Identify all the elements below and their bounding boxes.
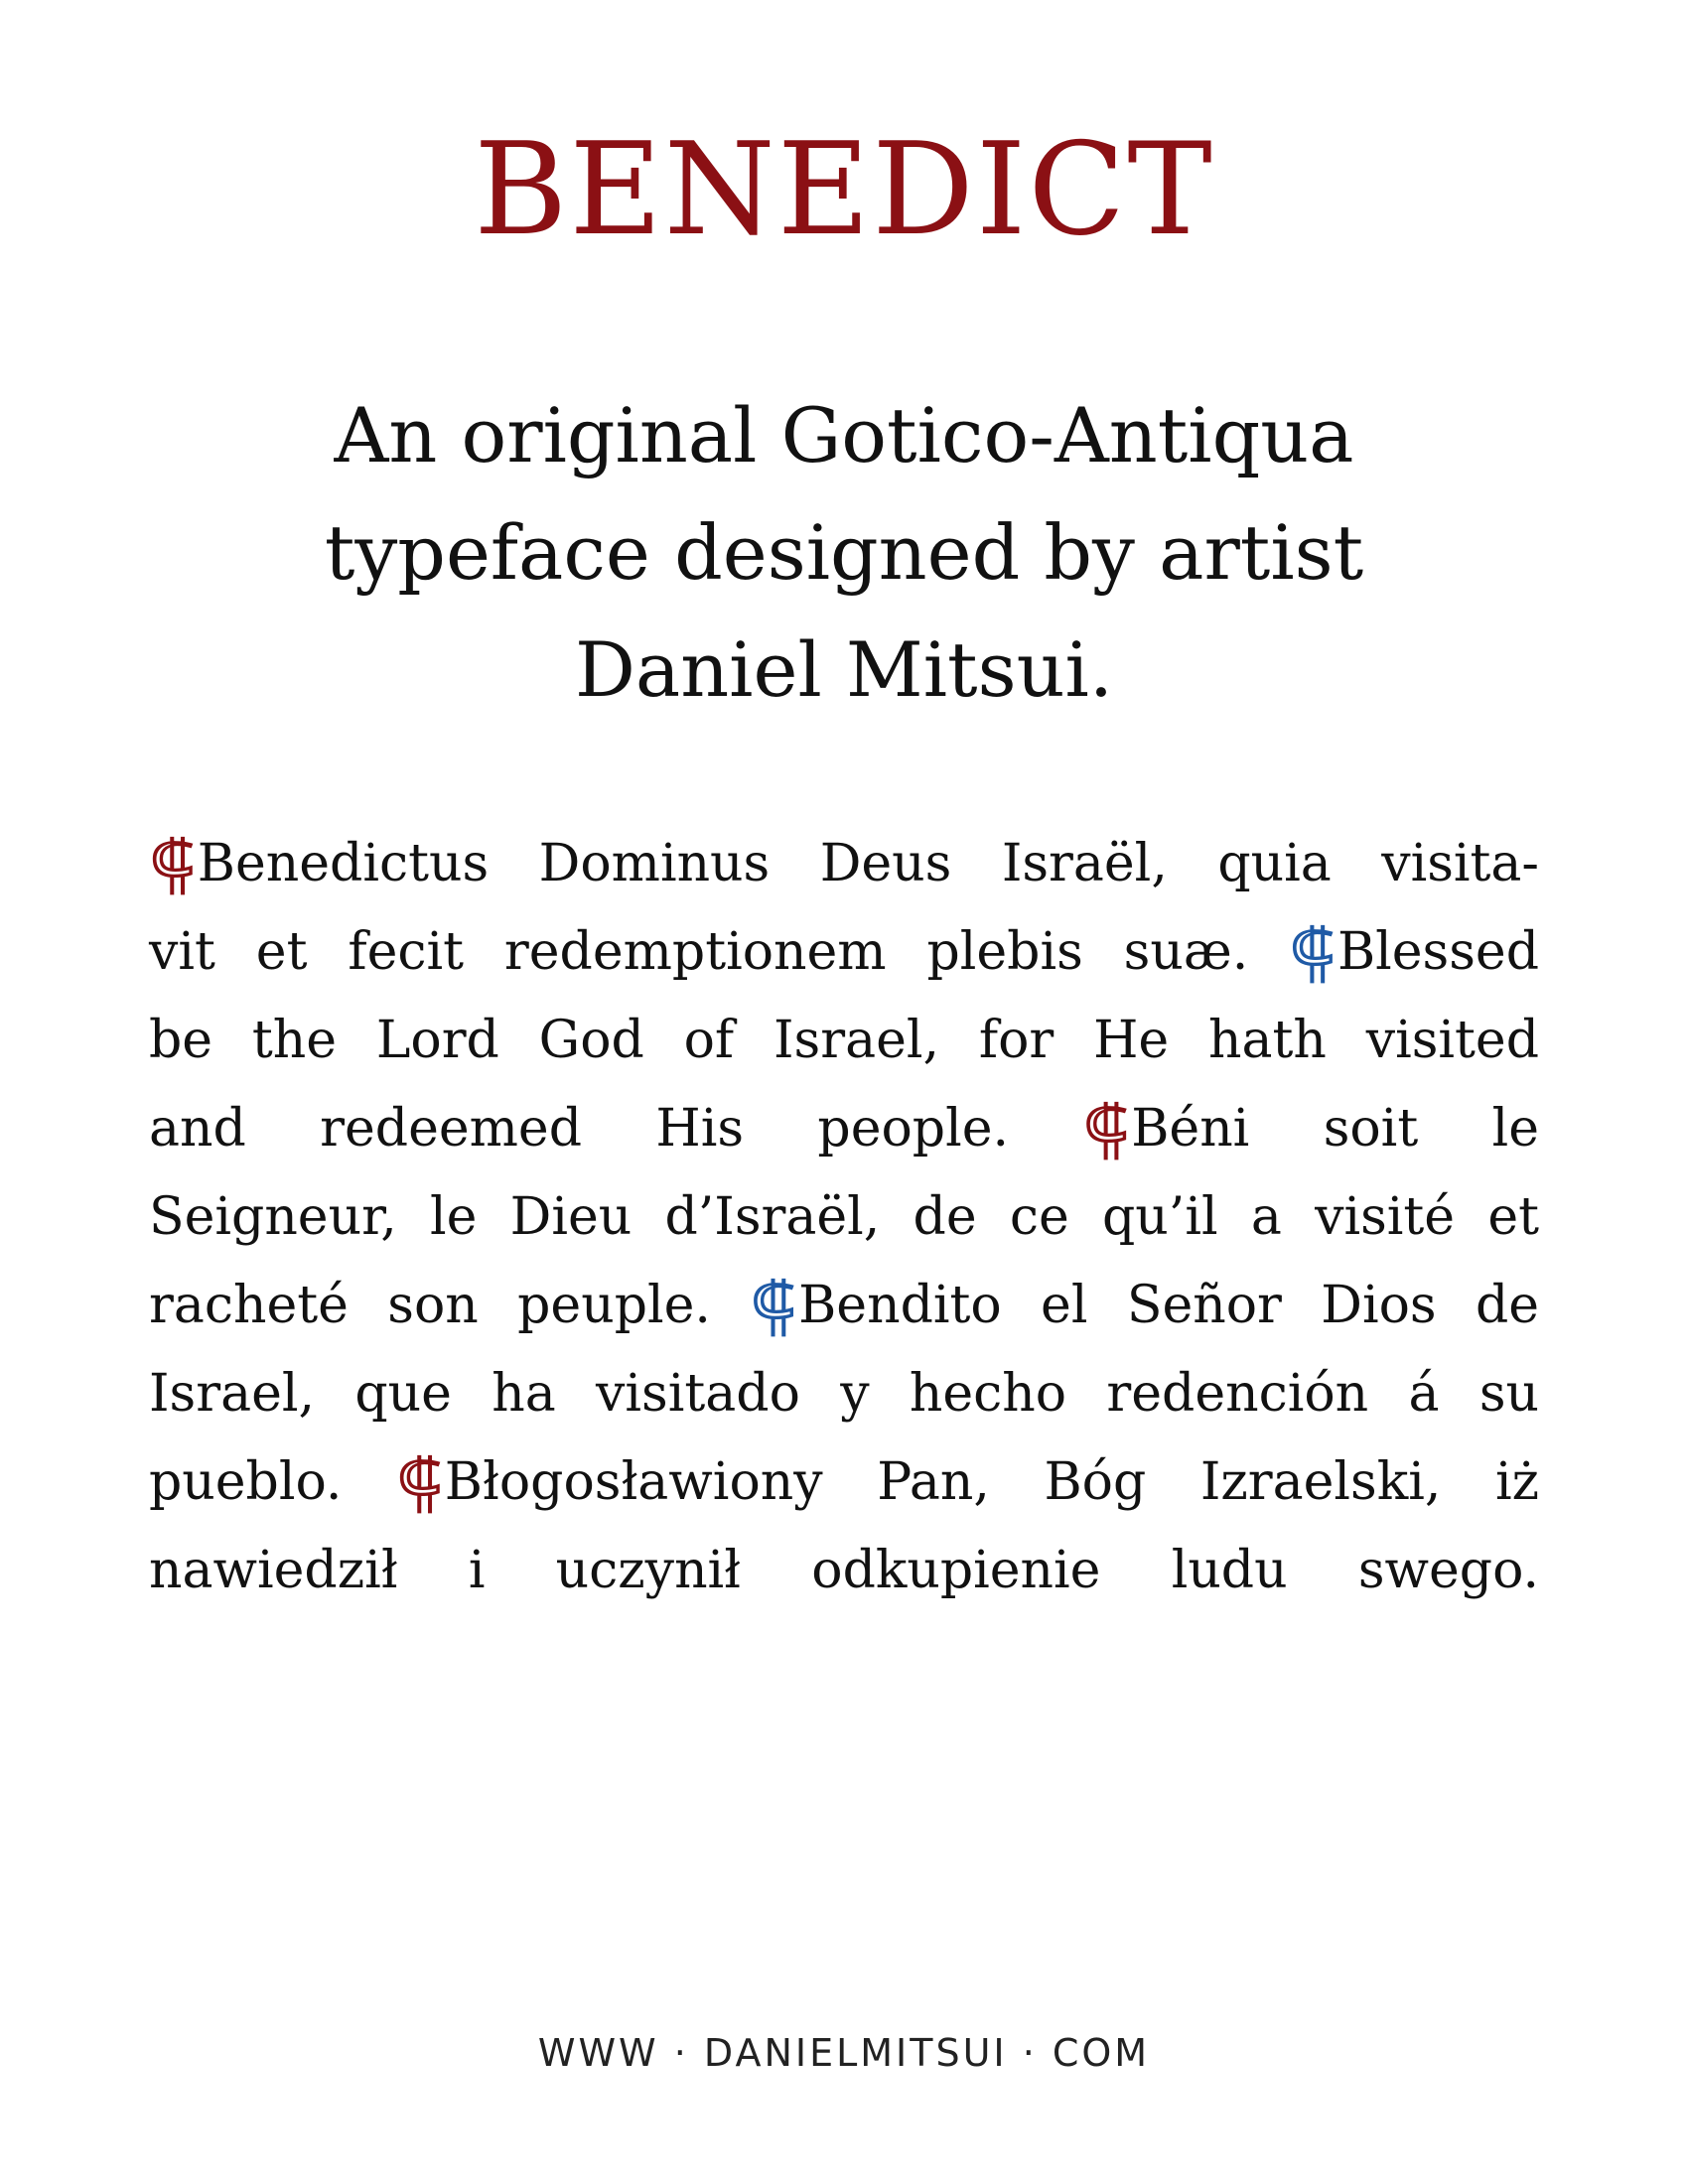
line-text-after: Benedictus Dominus Deus Israël, quia visita- [197, 834, 1539, 893]
subtitle-line: An original Gotico-Antiqua [334, 391, 1354, 479]
sample-paragraph [149, 820, 1539, 1615]
line-text-after: Béni soit le [1131, 1099, 1540, 1159]
paragraph-mark-icon: ⸿ [149, 826, 196, 902]
paragraph-line [149, 1350, 1539, 1438]
line-text-after: Bendito el Señor Dios de [798, 1276, 1540, 1335]
paragraph-line [149, 1438, 1539, 1527]
paragraph-line [149, 1173, 1539, 1262]
line-text-after: Błogosławiony Pan, Bóg Izraelski, iż [444, 1452, 1540, 1512]
paragraph-mark-icon: ⸿ [1082, 1091, 1130, 1167]
paragraph-line [149, 1262, 1539, 1350]
line-text-before: Israel, que ha visitado y hecho redención á su [149, 1364, 1539, 1424]
page-title: BENEDICT [474, 116, 1214, 264]
paragraph-mark-icon: ⸿ [1289, 914, 1336, 991]
paragraph-line [149, 1527, 1539, 1615]
line-text-before: vit et fecit redemptionem plebis suæ. [149, 922, 1290, 982]
website-footer: WWW · DANIELMITSUI · COM [537, 2031, 1151, 2075]
line-text-before: be the Lord God of Israel, for He hath visited [149, 1011, 1539, 1070]
paragraph-line [149, 820, 1539, 908]
line-text-before: racheté son peuple. [149, 1276, 751, 1335]
line-text-after: Blessed [1336, 922, 1539, 982]
paragraph-line [149, 1085, 1539, 1173]
line-text-before: Seigneur, le Dieu d’Israël, de ce qu’il a visité et [149, 1187, 1539, 1247]
subtitle-line: Daniel Mitsui. [574, 625, 1114, 714]
line-text-before: and redeemed His people. [149, 1099, 1083, 1159]
line-text-before: nawiedził i uczynił odkupienie ludu swego. [149, 1541, 1539, 1600]
paragraph-mark-icon: ⸿ [750, 1268, 797, 1344]
subtitle [149, 377, 1539, 729]
subtitle-line: typeface designed by artist [324, 508, 1364, 597]
paragraph-line [149, 997, 1539, 1085]
line-text-before: pueblo. [149, 1452, 396, 1512]
paragraph-mark-icon: ⸿ [395, 1444, 443, 1521]
paragraph-line [149, 908, 1539, 997]
